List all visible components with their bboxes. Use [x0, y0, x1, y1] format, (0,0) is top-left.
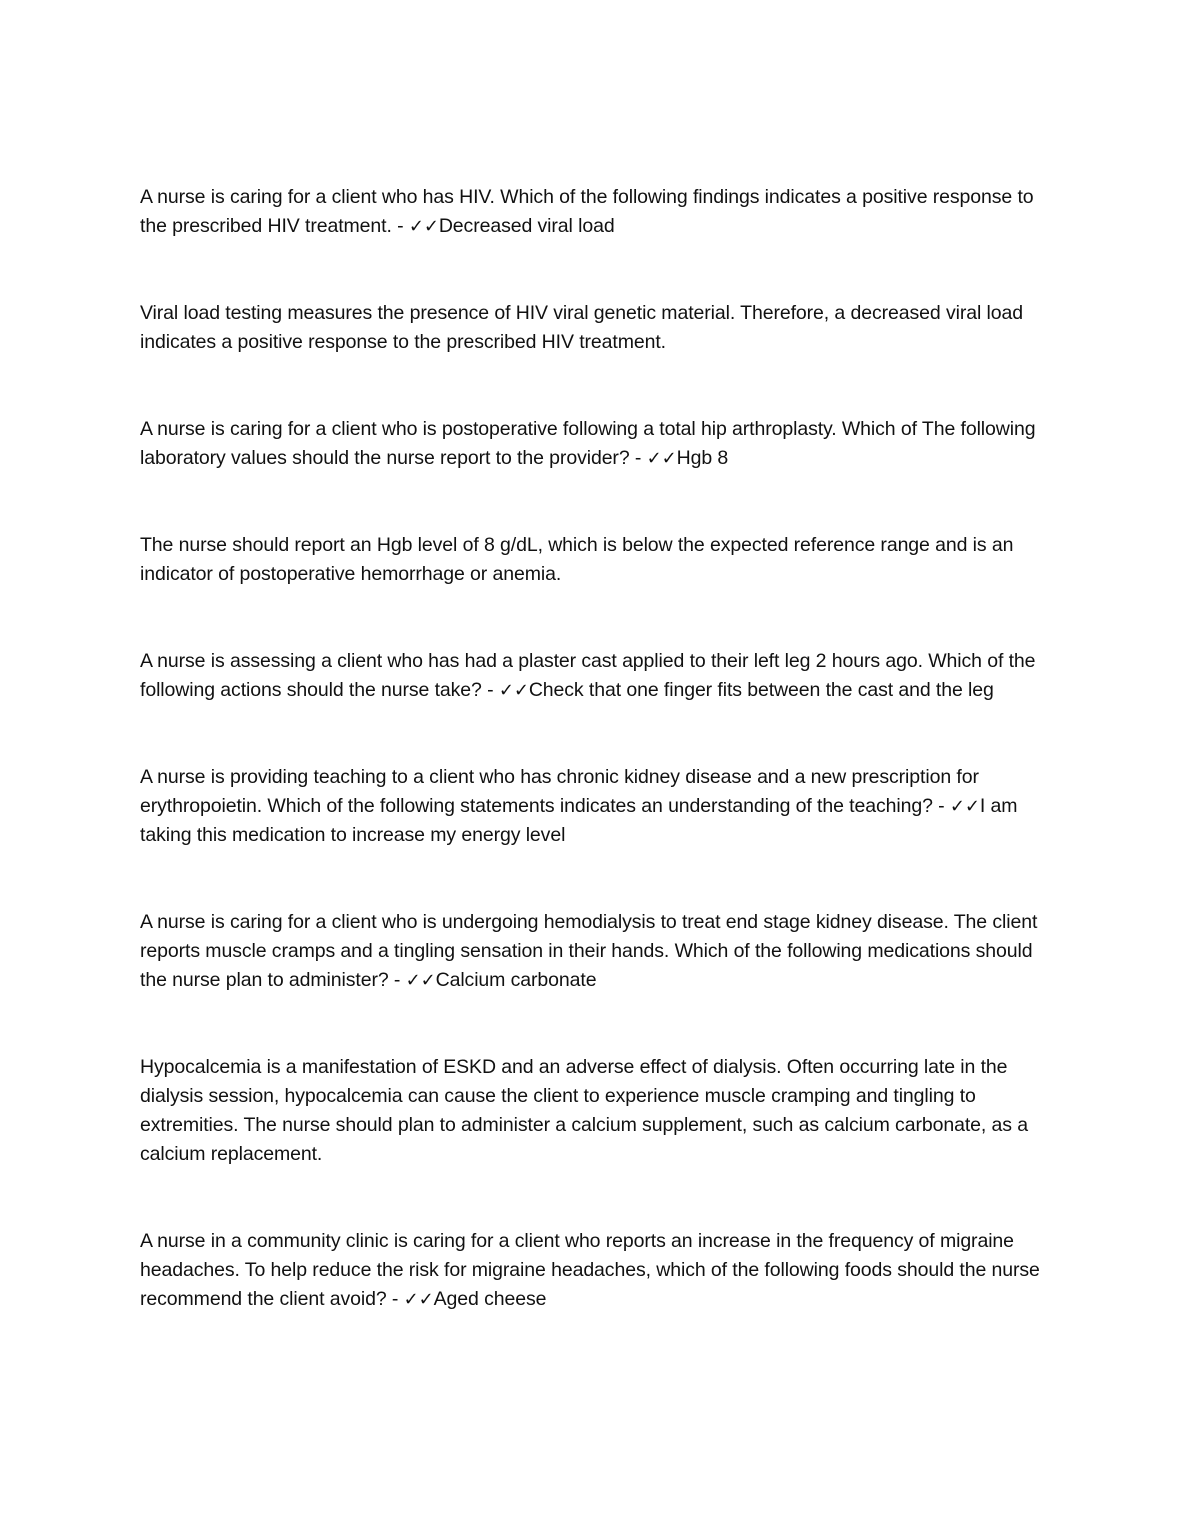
answer-text: Aged cheese: [433, 1288, 547, 1310]
explanation-text: Viral load testing measures the presence of HIV viral genetic material. Therefore, a decreased viral load indicates a positive response to the prescribed HIV treatment.: [140, 302, 1023, 353]
explanation-paragraph-hgb: [140, 531, 1055, 589]
answer-text: Calcium carbonate: [435, 969, 597, 991]
explanation-paragraph-viral-load: [140, 299, 1055, 357]
document-body: [140, 183, 1055, 1372]
double-check-icon: ✓✓: [949, 796, 980, 817]
question-text: A nurse is caring for a client who has HIV. Which of the following findings indicates a positive response to the prescribed HIV treatment. -: [140, 186, 1034, 237]
double-check-icon: ✓✓: [498, 680, 529, 701]
question-paragraph-migraine: [140, 1227, 1055, 1314]
explanation-paragraph-hypocalcemia: [140, 1053, 1055, 1169]
double-check-icon: ✓✓: [646, 448, 677, 469]
question-paragraph-hip: [140, 415, 1055, 473]
answer-text: Check that one finger fits between the cast and the leg: [528, 679, 994, 701]
question-text: A nurse is caring for a client who is undergoing hemodialysis to treat end stage kidney disease. The client reports muscle cramps and a tingling sensation in their hands. Which of the following medications should the nurse plan to administer? -: [140, 911, 1038, 991]
explanation-text: The nurse should report an Hgb level of 8 g/dL, which is below the expected reference range and is an indicator of postoperative hemorrhage or anemia.: [140, 534, 1014, 585]
question-text: A nurse in a community clinic is caring for a client who reports an increase in the frequency of migraine headaches. To help reduce the risk for migraine headaches, which of the following foods should the nurse recommend the client avoid? -: [140, 1230, 1040, 1310]
question-paragraph-erythropoietin: [140, 763, 1055, 850]
double-check-icon: ✓✓: [408, 216, 439, 237]
double-check-icon: ✓✓: [403, 1289, 434, 1310]
double-check-icon: ✓✓: [405, 970, 436, 991]
explanation-text: Hypocalcemia is a manifestation of ESKD and an adverse effect of dialysis. Often occurring late in the dialysis session, hypocalcemia can cause the client to experience muscle cramping and tingling to extremities. The nurse should plan to administer a calcium supplement, such as calcium carbonate, as a calcium replacement.: [140, 1056, 1028, 1165]
answer-text: Decreased viral load: [438, 215, 615, 237]
question-text: A nurse is providing teaching to a client who has chronic kidney disease and a new prescription for erythropoietin. Which of the following statements indicates an understanding of the teaching? -: [140, 766, 979, 817]
question-paragraph-cast: [140, 647, 1055, 705]
question-text: A nurse is caring for a client who is postoperative following a total hip arthroplasty. Which of The following laboratory values should the nurse report to the provider? -: [140, 418, 1036, 469]
question-paragraph-hiv: [140, 183, 1055, 241]
answer-text: I am taking this medication to increase my energy level: [140, 795, 1018, 846]
question-paragraph-hemodialysis: [140, 908, 1055, 995]
answer-text: Hgb 8: [676, 447, 729, 469]
question-text: A nurse is assessing a client who has had a plaster cast applied to their left leg 2 hours ago. Which of the following actions should the nurse take? -: [140, 650, 1036, 701]
